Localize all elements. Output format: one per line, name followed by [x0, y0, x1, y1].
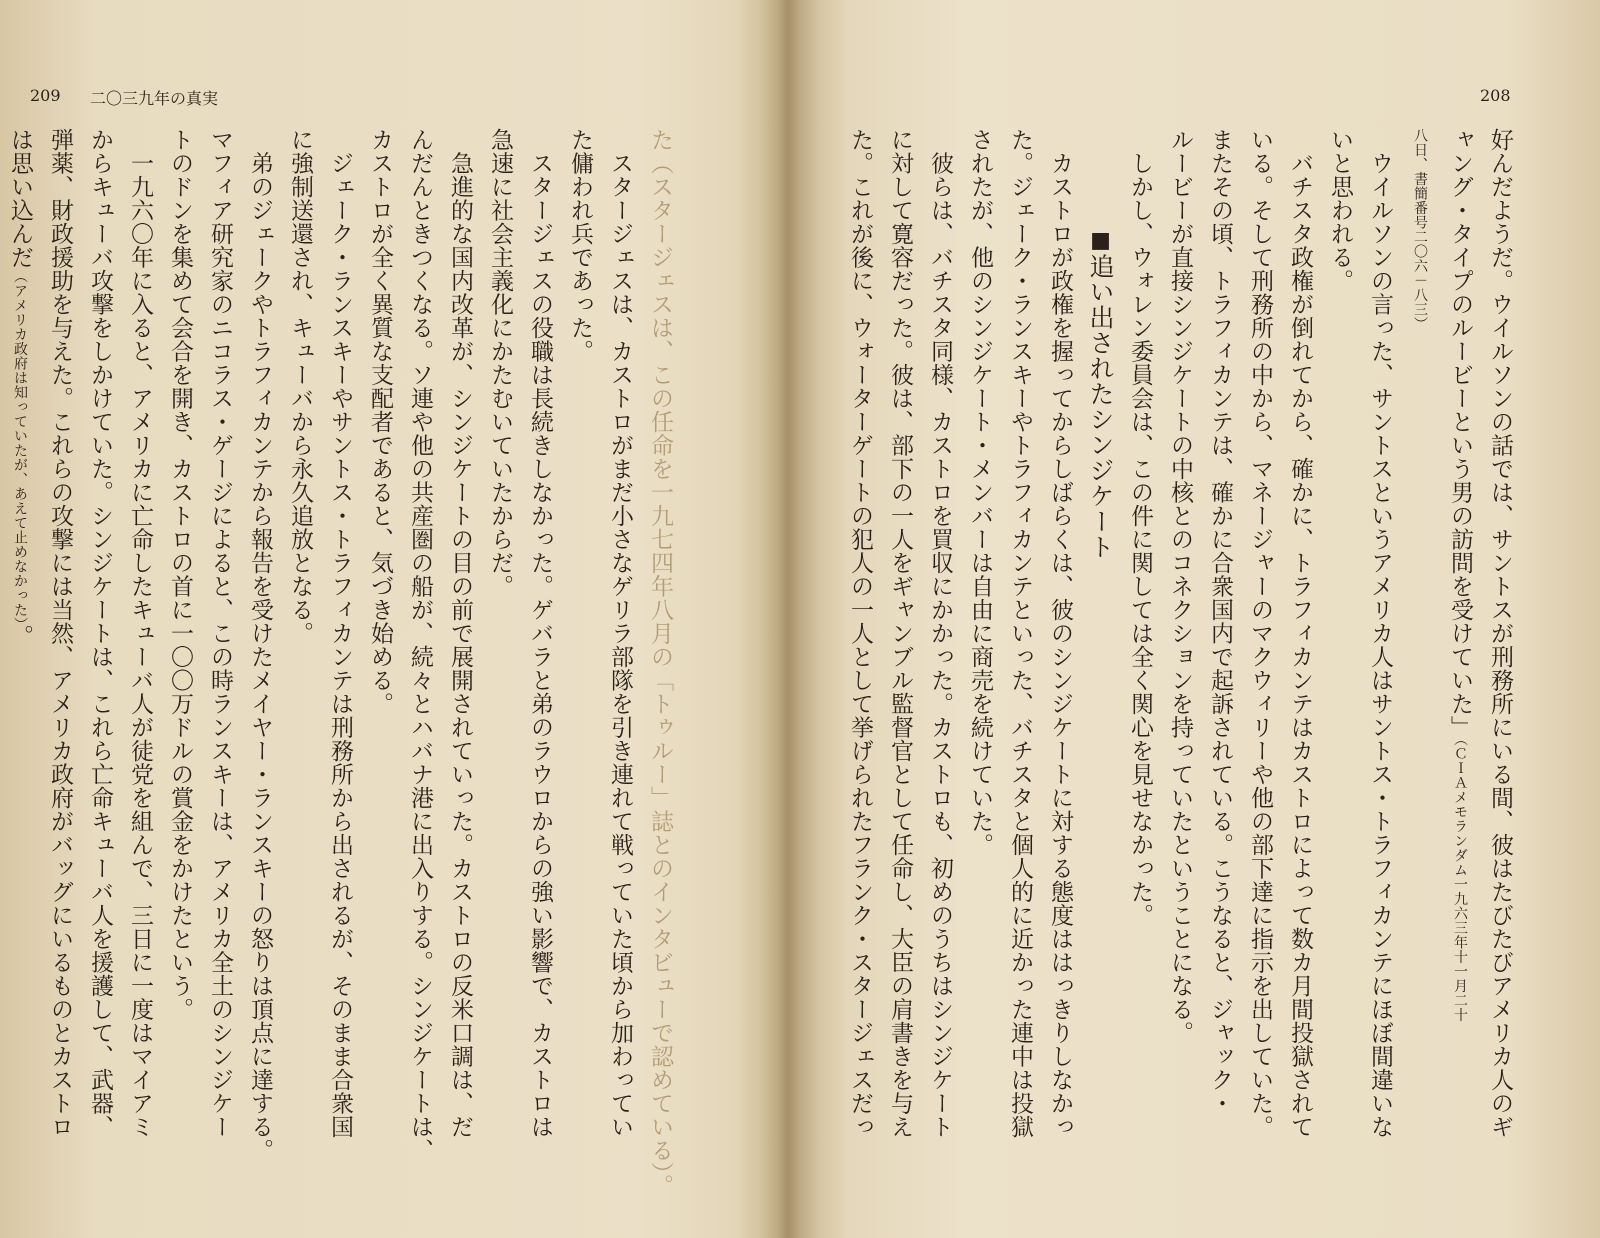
- column-text: た傭われ兵であった。: [567, 128, 593, 363]
- text-column: [40, 128, 80, 1208]
- column-text: た（スタージェスは、この任命を一九七四年八月の「トゥルー」誌とのインタビューで認めている）。: [647, 128, 673, 1198]
- column-text: カストロが全く異質な支配者であると、気づき始める。: [367, 128, 393, 716]
- text-column: [1400, 128, 1440, 1208]
- section-heading-text: 追い出されたシンジケート: [1086, 253, 1115, 560]
- text-column: [440, 128, 480, 1208]
- text-column: [400, 128, 440, 1208]
- text-column: [960, 128, 1000, 1208]
- text-column: [320, 128, 360, 1208]
- column-text: またその頃、トラフィカンテは、確かに合衆国内で起訴されている。こうなると、ジャック・: [1207, 128, 1233, 1115]
- column-text: は思い込んだ: [7, 128, 33, 269]
- left-page-number: 209: [30, 86, 61, 105]
- column-text: 一九六〇年に入ると、アメリカに亡命したキューバ人が徒党を組んで、三日に一度はマイアミ: [127, 128, 153, 1139]
- column-text: ジェーク・ランスキーやサントス・トラフィカンテは刑務所から出されるが、そのまま合衆国: [327, 128, 353, 1139]
- column-text: ウイルソンの言った、サントスというアメリカ人はサントス・トラフィカンテにほぼ間違いな: [1367, 128, 1393, 1139]
- text-column: [360, 128, 400, 1208]
- text-column: [200, 128, 240, 1208]
- right-page: [790, 0, 1600, 1238]
- column-text: 急速に社会主義化にかたむいていたからだ。: [487, 128, 513, 598]
- column-text: マフィア研究家のニコラス・ゲージによると、この時ランスキーは、アメリカ全土のシンジケー: [207, 128, 233, 1139]
- text-column: [1440, 128, 1480, 1208]
- text-column: [1040, 128, 1080, 1208]
- column-text: んだんときつくなる。ソ連や他の共産圏の船が、続々とハバナ港に出入りする。シンジケートは、: [407, 128, 433, 1162]
- column-text: に強制送還され、キューバから永久追放となる。: [287, 128, 313, 645]
- text-column: [1000, 128, 1040, 1208]
- text-column: [560, 128, 600, 1208]
- text-column: [1360, 128, 1400, 1208]
- text-column: [600, 128, 640, 1208]
- text-column: [1200, 128, 1240, 1208]
- column-text: 急進的な国内改革が、シンジケートの目の前で展開されていった。カストロの反米口調は、だ: [447, 128, 473, 1139]
- section-heading: [1080, 228, 1120, 1208]
- text-column: [120, 128, 160, 1208]
- column-annotation: 八日、書簡番号二〇六－八三）: [1412, 128, 1428, 331]
- text-column: [840, 128, 880, 1208]
- column-text: スタージェスの役職は長続きしなかった。ゲバラと弟のラウロからの強い影響で、カストロは: [527, 128, 553, 1139]
- text-column: [920, 128, 960, 1208]
- column-text: た。これが後に、ウォーターゲートの犯人の一人として挙げられたフランク・スタージェスだっ: [847, 128, 873, 1139]
- column-text: しかし、ウォレン委員会は、この件に関しては全く関心を見せなかった。: [1127, 128, 1153, 927]
- column-text: いる。そして刑務所の中から、マネージャーのマクウィリーや他の部下達に指示を出していた。: [1247, 128, 1273, 1139]
- text-column: [880, 128, 920, 1208]
- text-column: [240, 128, 280, 1208]
- left-page-text: [7, 128, 680, 1208]
- text-column: [1480, 128, 1520, 1208]
- column-text: からキューバ攻撃をしかけていた。シンジケートは、これら亡命キューバ人を援護して、武器、: [87, 128, 113, 1139]
- text-column: [1240, 128, 1280, 1208]
- text-column: [640, 128, 680, 1208]
- column-annotation: （ＣＩＡメモランダム一九六三年十一月二十: [1452, 739, 1468, 1022]
- column-text: 彼らは、バチスタ同様、カストロを買収にかかった。カストロも、初めのうちはシンジケート: [927, 128, 953, 1139]
- column-text: スタージェスは、カストロがまだ小さなゲリラ部隊を引き連れて戦っていた頃から加わってい: [607, 128, 633, 1139]
- column-text: 好んだようだ。ウイルソンの話では、サントスが刑務所にいる間、彼はたびたびアメリカ人のギ: [1487, 128, 1513, 1139]
- column-text: た。ジェーク・ランスキーやトラフィカンテといった、バチスタと個人的に近かった連中は投獄: [1007, 128, 1033, 1139]
- heading-square-icon: ■: [1088, 228, 1113, 254]
- text-column: [0, 128, 40, 1208]
- text-column: [1120, 128, 1160, 1208]
- column-text: 弾薬、財政援助を与えた。これらの攻撃には当然、アメリカ政府がバッグにいるものとカストロ: [47, 128, 73, 1139]
- text-column: [480, 128, 520, 1208]
- left-running-title: 二〇三九年の真実: [90, 89, 219, 108]
- text-column: [1160, 128, 1200, 1208]
- column-text: に対して寛容だった。彼は、部下の一人をギャンブル監督官として任命し、大臣の肩書きを与え: [887, 128, 913, 1139]
- column-text: されたが、他のシンジケート・メンバーは自由に商売を続けていた。: [967, 128, 993, 857]
- column-text: トのドンを集めて会合を開き、カストロの首に一〇〇万ドルの賞金をかけたという。: [167, 128, 193, 1021]
- right-page-text: [820, 128, 1520, 1208]
- column-text: カストロが政権を握ってからしばらくは、彼のシンジケートに対する態度ははっきりしなかっ: [1047, 128, 1073, 1139]
- right-page-number: 208: [1480, 86, 1511, 105]
- column-text: ャング・タイプのルービーという男の訪問を受けていた」: [1447, 128, 1473, 739]
- left-page: [0, 0, 790, 1238]
- column-text: いと思われる。: [1327, 128, 1353, 293]
- text-column: [1280, 128, 1320, 1208]
- column-trailing-text: 。: [7, 624, 33, 648]
- text-column: [520, 128, 560, 1208]
- column-text: 弟のジェークやトラフィカンテから報告を受けたメイヤー・ランスキーの怒りは頂点に達する。: [247, 128, 273, 1162]
- column-text: バチスタ政権が倒れてから、確かに、トラフィカンテはカストロによって数カ月間投獄されて: [1287, 128, 1313, 1139]
- text-column: [80, 128, 120, 1208]
- column-text: ルービーが直接シンジケートの中核とのコネクションを持っていたということになる。: [1167, 128, 1193, 1045]
- text-column: [280, 128, 320, 1208]
- text-column: [1320, 128, 1360, 1208]
- text-column: [160, 128, 200, 1208]
- column-annotation: （アメリカ政府は知っていたが、あえて止めなかった）: [12, 269, 28, 625]
